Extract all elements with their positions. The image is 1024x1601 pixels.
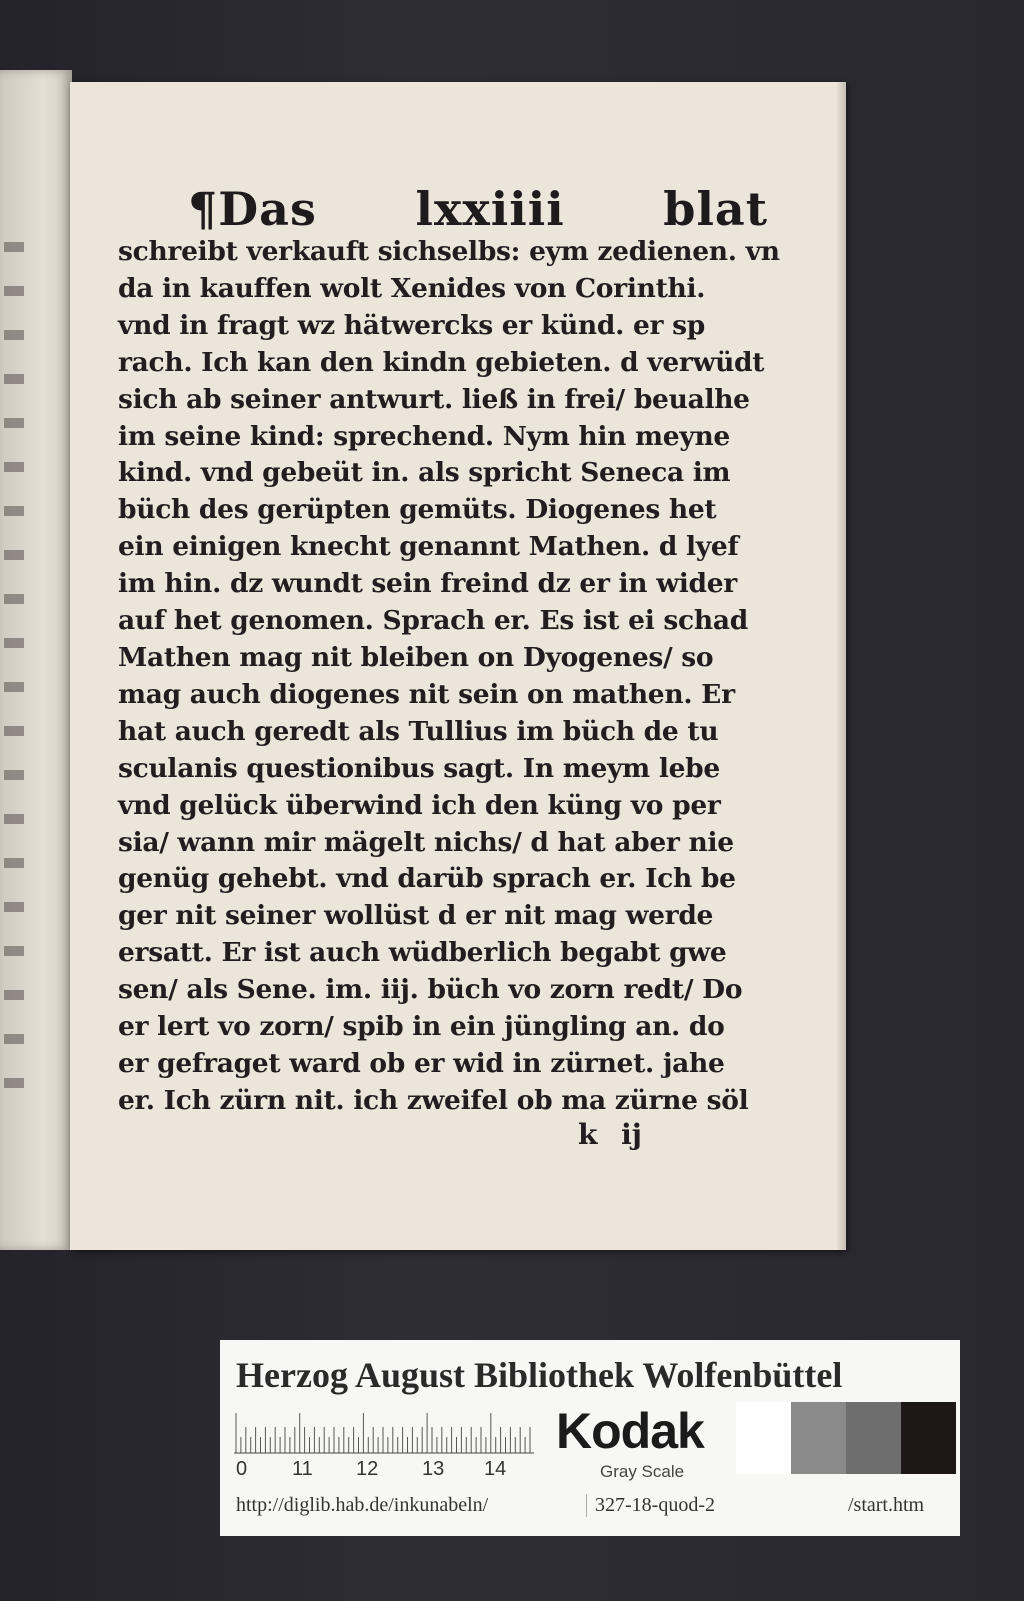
swatch-white: [736, 1402, 791, 1474]
library-name: Herzog August Bibliothek Wolfenbüttel: [236, 1355, 843, 1395]
url-end: /start.htm: [848, 1494, 925, 1516]
swatch-dark-gray: [846, 1402, 901, 1474]
measurement-ruler: [234, 1412, 534, 1454]
text-line: büch des gerüpten gemüts. Diogenes het: [118, 494, 717, 526]
text-line: kind. vnd gebeüt in. als spricht Seneca im: [118, 457, 731, 489]
text-line: sen/ als Sene. im. iij. büch vo zorn redt/ Do: [118, 974, 743, 1006]
text-line: er lert vo zorn/ spib in ein jüngling an. do: [118, 1011, 725, 1043]
gray-scale-caption: Gray Scale: [600, 1462, 685, 1481]
text-line: im seine kind: sprechend. Nym hin meyne: [118, 420, 730, 452]
text-line: auf het genomen. Sprach er. Es ist ei schad: [118, 605, 748, 637]
paragraph-mark-heading: ¶Das: [188, 182, 317, 236]
text-line: schreibt verkauft sichselbs: eym zedienen. vn: [118, 236, 780, 267]
text-line: Mathen mag nit bleiben on Dyogenes/ so: [118, 641, 714, 673]
folio-label: blat: [663, 182, 768, 236]
swatch-black: [901, 1402, 956, 1474]
ruler-number: 11: [292, 1458, 313, 1480]
gray-scale-swatches: [736, 1402, 956, 1474]
text-line: genüg gehebt. vnd darüb sprach er. Ich be: [118, 863, 736, 895]
ruler-number: 14: [484, 1458, 507, 1480]
text-line: hat auch geredt als Tullius im büch de tu: [118, 715, 719, 747]
text-line: mag auch diogenes nit sein on mathen. Er: [118, 678, 735, 710]
text-line: sich ab seiner antwurt. ließ in frei/ beualhe: [118, 383, 750, 415]
swatch-mid-gray: [791, 1402, 846, 1474]
folio-number: lxxiiii: [415, 182, 565, 236]
text-line: ein einigen knecht genannt Mathen. d lyef: [118, 531, 739, 563]
ruler-number: 0: [236, 1458, 248, 1480]
text-line: sia/ wann mir mägelt nichs/ d hat aber nie: [118, 826, 734, 858]
kodak-logo: Kodak: [556, 1403, 704, 1459]
text-line: sculanis questionibus sagt. In meym lebe: [118, 752, 720, 784]
url-base: http://diglib.hab.de/inkunabeln/: [236, 1494, 489, 1516]
book-page: [70, 82, 846, 1250]
text-line: rach. Ich kan den kindn gebieten. d verwüdt: [118, 346, 765, 378]
text-line: vnd gelück überwind ich den küng vo per: [118, 789, 721, 821]
facing-page-text-fragments: [4, 220, 24, 1120]
text-line: er gefraget ward ob er wid in zürnet. jahe: [118, 1047, 725, 1079]
text-line: da in kauffen wolt Xenides von Corinthi.: [118, 272, 706, 304]
text-line: vnd in fragt wz hätwercks er künd. er sp: [118, 309, 705, 341]
body-text: [118, 234, 780, 1120]
library-color-card: [220, 1340, 960, 1536]
text-line: ger nit seiner wollüst d er nit mag werde: [118, 900, 714, 932]
signature-mark: k ij: [578, 1118, 642, 1151]
page-header: [188, 182, 768, 236]
facing-page-edge: [0, 70, 72, 1250]
item-identifier: 327-18-quod-2: [586, 1494, 715, 1517]
text-line: ersatt. Er ist auch wüdberlich begabt gwe: [118, 937, 727, 969]
ruler-number: 13: [422, 1458, 445, 1480]
text-line: er. Ich zürn nit. ich zweifel ob ma zürne söl: [118, 1084, 749, 1116]
ruler-number: 12: [356, 1458, 379, 1480]
text-line: im hin. dz wundt sein freind dz er in wider: [118, 568, 737, 600]
